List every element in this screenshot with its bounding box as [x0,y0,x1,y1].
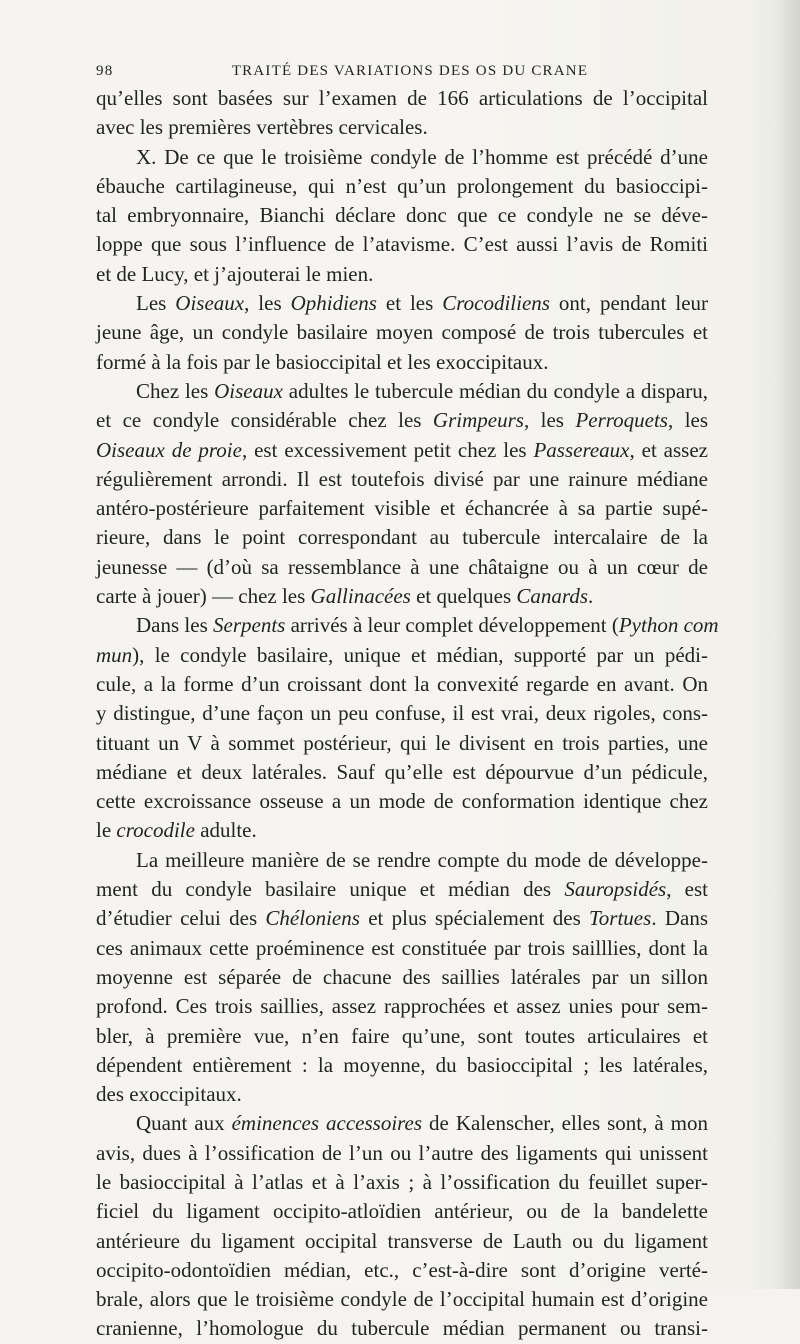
text-line [96,260,708,289]
text-line [96,1227,708,1256]
text-segment: ces animaux cette proéminence est constituée par trois sailllies, dont la [96,935,708,960]
text-line [96,816,708,845]
text-line [96,992,708,1021]
text-segment: Les [136,291,176,316]
text-segment: ficiel du ligament occipito-atloïdien antérieur, ou de la bandelette [96,1199,708,1224]
text-segment: carte à jouer) — chez les [96,584,311,609]
text-segment: ont, pendant leur [549,291,709,316]
italic-text: éminences accessoires [231,1111,423,1136]
text-segment: régulièrement arrondi. Il est toutefois divisé par une rainure médiane [96,466,708,491]
text-line [96,523,708,552]
italic-text: Python com [618,613,719,638]
italic-text: Oiseaux de proie [96,437,242,462]
text-segment: moyenne est séparée de chacune des saillies latérales par un sillon [96,964,708,989]
italic-text: Serpents [213,613,286,638]
text-segment: antéro-postérieure parfaitement visible et échancrée à sa partie supé- [96,496,708,521]
italic-text: Tortues [589,906,652,931]
text-line [96,904,708,933]
text-line [96,230,708,259]
text-segment: formé à la fois par le basioccipital et les exoccipitaux. [96,349,549,374]
text-segment: le [96,818,117,843]
italic-text: mun [96,642,133,667]
text-segment: arrivés à leur complet développement ( [285,613,619,638]
text-line [96,113,708,142]
text-line [96,289,708,318]
text-segment: d’étudier celui des [96,906,266,931]
text-line [96,553,708,582]
text-segment: cette excroissance osseuse a un mode de conformation identique chez [96,789,708,814]
text-line [96,84,708,113]
italic-text: Oiseaux [214,378,283,403]
header-title: TRAITÉ DES VARIATIONS DES OS DU CRANE [231,63,589,79]
italic-text: Passereaux [533,437,630,462]
text-segment: et de Lucy, et j’ajouterai le mien. [96,261,374,286]
text-segment: , est [666,877,708,902]
italic-text: Grimpeurs [432,408,524,433]
text-segment: et quelques [410,584,517,609]
text-segment: Dans les [136,613,213,638]
text-segment: adulte. [194,818,257,843]
text-segment: . [588,584,594,609]
text-segment: , est excessivement petit chez les [241,437,534,462]
text-segment: médiane et deux latérales. Sauf qu’elle est dépourvue d’un pédicule, [96,759,708,784]
text-segment: y distingue, d’une façon un peu confuse, il est vrai, deux rigoles, cons- [96,701,708,726]
text-line [96,875,708,904]
text-line [96,1285,708,1314]
text-segment: occipito-odontoïdien médian, etc., c’est-à-dire sont d’origine verté- [96,1257,708,1282]
text-line [96,348,708,377]
text-segment: ), le condyle basilaire, unique et médian, supporté par un pédi- [132,642,708,667]
text-segment: cranienne, l’homologue du tubercule médian permanent ou transi- [96,1316,708,1341]
text-segment: . Dans [651,906,708,931]
body-text [96,84,719,1344]
text-segment: bler, à première vue, n’en faire qu’une, sont toutes articulaires et [96,1023,708,1048]
italic-text: Oiseaux [175,291,245,316]
text-line [96,963,708,992]
text-line [96,758,708,787]
italic-text: Canards [516,584,588,609]
text-segment: jeune âge, un condyle basilaire moyen composé de trois tubercules et [96,320,708,345]
text-segment: X. De ce que le troisième condyle de l’homme est précédé d’une [136,144,708,169]
text-line [96,201,708,230]
text-segment: Chez les [136,378,215,403]
text-line [96,377,708,406]
text-segment: et plus spécialement des [359,906,590,931]
text-segment: , les [244,291,291,316]
text-segment: qu’elles sont basées sur l’examen de 166 articulations de l’occipital [96,86,708,110]
page-edge-shadow [778,0,800,1289]
text-line [96,318,708,347]
text-line [96,611,719,640]
text-segment: profond. Ces trois saillies, assez rapprochées et assez unies pour sem- [96,994,708,1019]
text-line [96,172,708,201]
italic-text: Perroquets [575,408,668,433]
text-segment: brale, alors que le troisième condyle de l’occipital humain est d’origine [96,1287,708,1312]
text-segment: Quant aux [136,1111,232,1136]
text-line [96,406,708,435]
text-line [96,1051,708,1080]
italic-text: Crocodiliens [442,291,550,316]
text-segment: antérieure du ligament occipital transverse de Lauth ou du ligament [96,1228,708,1253]
page-number: 98 [96,63,114,79]
text-segment: , les [667,408,709,433]
text-segment: ment du condyle basilaire unique et médian des [96,877,565,902]
text-line [96,1080,708,1109]
text-line [96,1109,708,1138]
text-line [96,1197,708,1226]
text-segment: le basioccipital à l’atlas et à l’axis ; à l’ossification du feuillet super- [96,1169,708,1194]
text-line [96,582,708,611]
text-line [96,641,708,670]
text-segment: cule, a la forme d’un croissant dont la convexité regarde en avant. On [96,671,708,696]
text-segment: , les [523,408,576,433]
text-line [96,1256,708,1285]
text-segment: tal embryonnaire, Bianchi déclare donc que ce condyle ne se déve- [96,203,708,228]
text-segment: des exoccipitaux. [96,1082,242,1107]
italic-text: Chéloniens [265,906,360,931]
text-segment: La meilleure manière de se rendre compte du mode de développe- [136,847,708,872]
italic-text: crocodile [116,818,195,843]
text-segment: et les [376,291,443,316]
text-segment: adultes le tubercule médian du condyle a disparu, [282,378,708,403]
text-line [96,934,708,963]
text-line [96,699,708,728]
running-head [96,63,704,85]
text-line [96,1168,708,1197]
text-line [96,1139,708,1168]
text-line [96,670,708,699]
text-line [96,494,708,523]
text-line [96,1022,708,1051]
text-segment: dépendent entièrement : la moyenne, du basioccipital ; les latérales, [96,1052,708,1077]
text-line [96,846,708,875]
text-segment: , et assez [629,437,708,462]
text-line [96,143,708,172]
italic-text: Sauropsidés [564,877,667,902]
text-segment: avis, dues à l’ossification de l’un ou l’autre des ligaments qui unissent [96,1140,708,1165]
text-segment: jeunesse — (d’où sa ressemblance à une châtaigne ou à un cœur de [96,554,708,579]
text-line [96,729,708,758]
text-segment: loppe que sous l’influence de l’atavisme. C’est aussi l’avis de Romiti [96,232,708,257]
text-line [96,436,708,465]
text-line [96,1314,708,1343]
text-segment: de Kalenscher, elles sont, à mon [422,1111,708,1136]
text-line [96,787,708,816]
italic-text: Gallinacées [310,584,411,609]
text-segment: et ce condyle considérable chez les [96,408,433,433]
italic-text: Ophidiens [290,291,377,316]
text-segment: avec les premières vertèbres cervicales. [96,115,428,140]
text-segment: rieure, dans le point correspondant au tubercule intercalaire de la [96,525,708,550]
text-segment: tituant un V à sommet postérieur, qui le divisent en trois parties, une [96,730,708,755]
text-segment: ébauche cartilagineuse, qui n’est qu’un prolongement du basioccipi- [96,173,708,198]
text-line [96,465,708,494]
